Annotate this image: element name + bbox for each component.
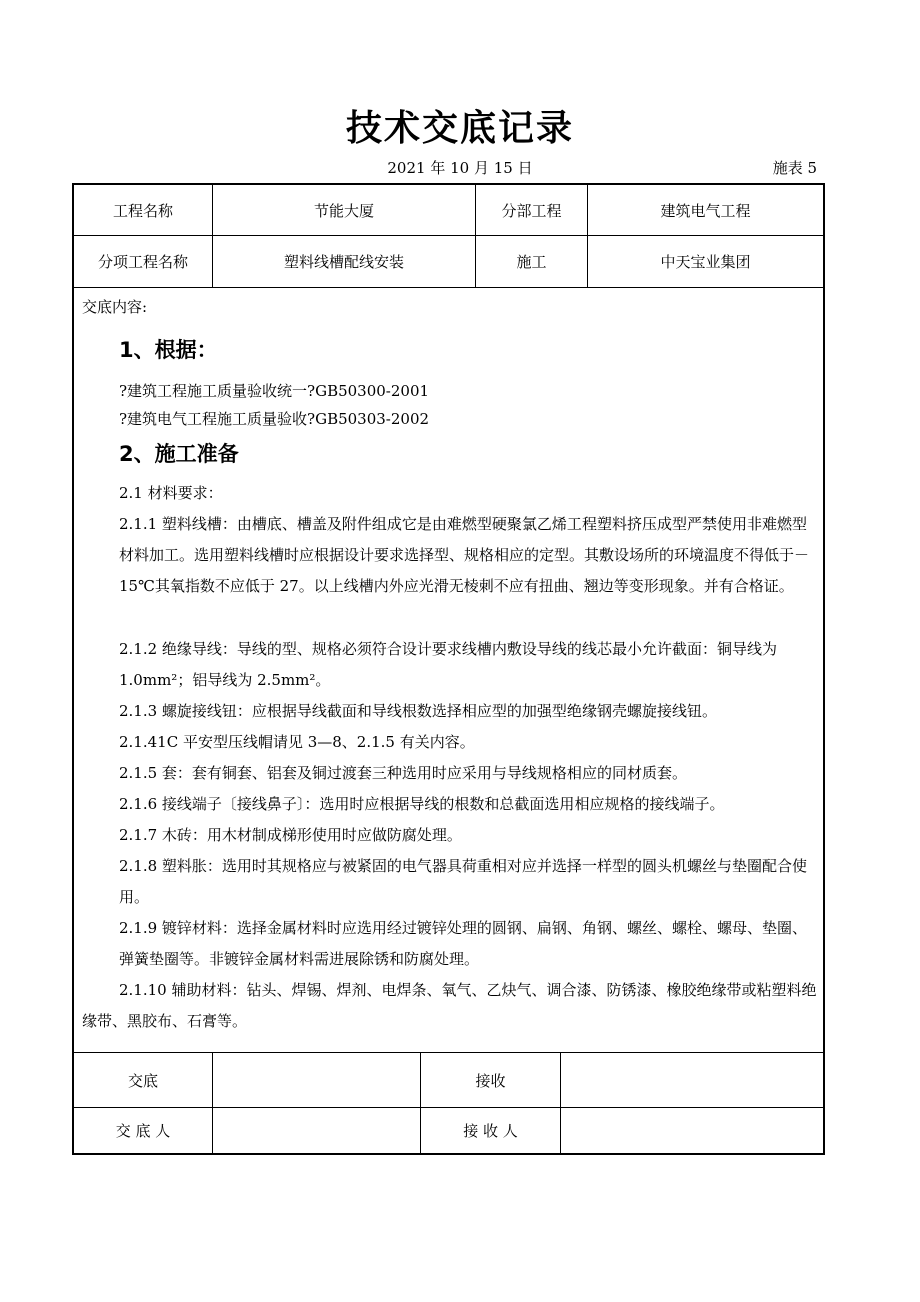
project-row	[74, 185, 823, 236]
handover-person-label: 交 底 人	[74, 1108, 213, 1153]
para-2-1-7: 2.1.7 木砖：用木材制成梯形使用时应做防腐处理。	[119, 826, 462, 844]
record-table	[72, 183, 825, 1155]
receiver-label: 接 收 人	[421, 1108, 561, 1153]
para-2-1-8: 2.1.8 塑料胀：选用时其规格应与被紧固的电气器具荷重相对应并选择一样型的圆头机螺丝与垫圈配合使用。	[119, 857, 807, 906]
basis-standard-2: ?建筑电气工程施工质量验收?GB50303-2002	[119, 410, 430, 428]
basis-standard-1: ?建筑工程施工质量验收统一?GB50300-2001	[119, 382, 430, 400]
subitem-label: 分项工程名称	[74, 236, 213, 287]
project-name-label: 工程名称	[74, 185, 213, 235]
para-2-1-3: 2.1.3 螺旋接线钮：应根据导线截面和导线根数选择相应型的加强型绝缘钢壳螺旋接线钮。	[119, 702, 717, 720]
form-number: 施表 5	[772, 159, 817, 177]
document-title: 技术交底记录	[345, 108, 574, 149]
receiver-signature	[561, 1108, 823, 1153]
handover-label: 交底	[74, 1053, 213, 1107]
para-2-1-5: 2.1.5 套：套有铜套、铝套及铜过渡套三种选用时应采用与导线规格相应的同材质套。	[119, 764, 687, 782]
para-2-1-4: 2.1.41C 平安型压线帽请见 3—8、2.1.5 有关内容。	[119, 733, 475, 751]
signature-row-2	[74, 1108, 823, 1153]
division-label: 分部工程	[476, 185, 588, 235]
section-basis-heading: 1、根据：	[119, 338, 218, 362]
para-2-1-9: 2.1.9 镀锌材料：选择金属材料时应选用经过镀锌处理的圆钢、扁钢、角钢、螺丝、螺栓、螺母、垫圈、弹簧垫圈等。非镀锌金属材料需进展除锈和防腐处理。	[119, 919, 807, 968]
handover-signature	[213, 1053, 421, 1107]
para-2-1-10: 2.1.10 辅助材料：钻头、焊锡、焊剂、电焊条、氧气、乙炔气、调合漆、防锈漆、橡胶绝缘带或粘塑料绝缘带、黑胶布、石膏等。	[82, 981, 817, 1030]
receive-signature	[561, 1053, 823, 1107]
construction-label: 施工	[476, 236, 588, 287]
receive-label: 接收	[421, 1053, 561, 1107]
para-2-1-1: 2.1.1 塑料线槽：由槽底、槽盖及附件组成它是由难燃型硬聚氯乙烯工程塑料挤压成型严禁使用非难燃型材料加工。选用塑料线槽时应根据设计要求选择型、规格相应的定型。其敷设场所的环境温度不得低于－15℃其氧指数不应低于 27。以上线槽内外应光滑无棱刺不应有扭曲、翘边等变形现象。并有合格证。	[119, 515, 810, 595]
para-2-1-6: 2.1.6 接线端子〔接线鼻子〕：选用时应根据导线的根数和总截面选用相应规格的接线端子。	[119, 795, 725, 813]
project-name-value: 节能大厦	[213, 185, 476, 235]
signature-row-1	[74, 1053, 823, 1108]
content-label: 交底内容:	[82, 298, 148, 316]
subitem-row	[74, 236, 823, 288]
para-2-1-2: 2.1.2 绝缘导线：导线的型、规格必须符合设计要求线槽内敷设导线的线芯最小允许截面：铜导线为 1.0mm²；铝导线为 2.5mm²。	[119, 640, 777, 689]
handover-content	[74, 288, 823, 1053]
construction-value: 中天宝业集团	[660, 253, 751, 271]
division-value: 建筑电气工程	[660, 201, 751, 220]
subitem-value: 塑料线槽配线安装	[213, 236, 476, 287]
document-date: 2021 年 10 月 15 日	[387, 159, 533, 177]
handover-person-signature	[213, 1108, 421, 1153]
material-requirements: 2.1 材料要求：	[119, 484, 223, 502]
section-preparation-heading: 2、施工准备	[119, 442, 239, 466]
